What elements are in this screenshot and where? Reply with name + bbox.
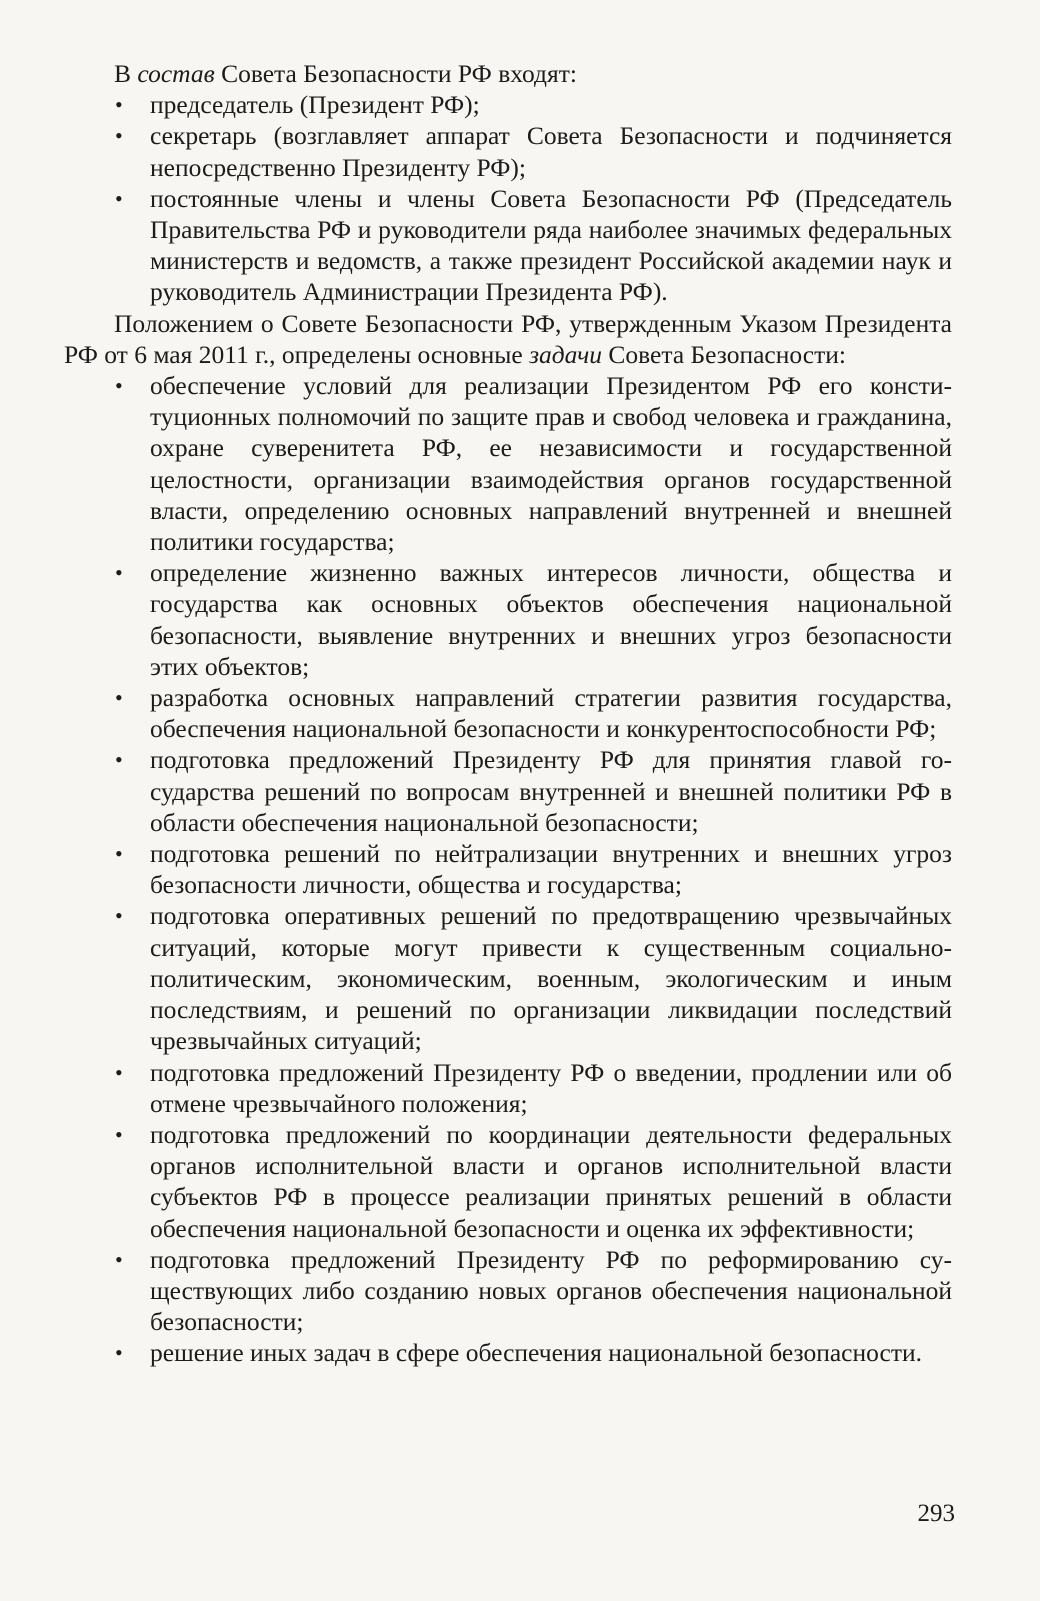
page-number: 293 (917, 1500, 955, 1527)
bullet-icon: • (115, 1121, 123, 1147)
list-item (115, 1057, 952, 1119)
tasks-intro-before: Положением о Совете Безопасности РФ, утвержденным Указом Президента РФ от 6 мая 2011 г., определены основные (64, 308, 952, 369)
list-item (115, 1337, 952, 1368)
list-item (115, 557, 952, 682)
list-item (115, 370, 952, 557)
list-item-text: постоянные члены и члены Совета Безопасности РФ (Председатель Правительства РФ и руководители ряда наиболее значимых федеральных министерств и ведомств, а также президент Российской академии наук и руководитель Администрации Президента РФ). (150, 183, 952, 307)
tasks-intro-after: Совета Безопасности: (602, 339, 846, 369)
tasks-intro (64, 308, 952, 370)
list-item-text: подготовка предложений Президенту РФ для принятия главой государства решений по вопросам внутренней и внешней политики РФ в области обеспечения национальной безопасности; (150, 745, 952, 837)
list-item-text: разработка основных направлений стратегии развития государства, обеспечения национальной безопасности и конкурентоспособности РФ; (150, 683, 952, 744)
bullet-icon: • (115, 903, 123, 929)
composition-intro (64, 58, 952, 89)
list-item-text: подготовка предложений Президенту РФ о введении, продлении или об отмене чрезвычайного положения; (150, 1057, 952, 1118)
composition-intro-emphasis: состав (137, 59, 215, 88)
list-item-text: подготовка предложений Президенту РФ по реформированию существующих либо созданию новых органов обеспечения национальной безопасности; (150, 1244, 952, 1337)
bullet-icon: • (115, 685, 123, 711)
bullet-icon: • (115, 1059, 123, 1085)
composition-list (64, 89, 952, 307)
list-item-text: обеспечение условий для реализации Президентом РФ его конституционных полномочий по защите прав и свобод человека и гражданина, охране суверенитета РФ, ее независимости и государственной целостности, организации взаимодействия органов государственной власти, определению основных направлений внутренней и внешней политики государства; (150, 371, 952, 557)
bullet-icon: • (115, 373, 123, 399)
bullet-icon: • (115, 123, 123, 149)
bullet-icon: • (115, 560, 123, 586)
list-item (115, 1244, 952, 1338)
document-page (64, 58, 952, 1369)
bullet-icon: • (115, 1340, 123, 1366)
bullet-icon: • (115, 185, 123, 211)
tasks-intro-emphasis: задачи (529, 339, 603, 369)
bullet-icon: • (115, 841, 123, 867)
bullet-icon: • (115, 747, 123, 773)
bullet-icon: • (115, 92, 123, 118)
list-item (115, 682, 952, 744)
list-item-text: подготовка предложений по координации деятельности федеральных органов исполнительной власти и органов исполнительной власти субъектов РФ в процессе реализации принятых решений в области обеспечения национальной безопасности и оценка их эффективности; (150, 1119, 952, 1243)
composition-intro-after: Совета Безопасности РФ входят: (214, 59, 577, 88)
list-item (115, 838, 952, 900)
tasks-list (64, 370, 952, 1369)
list-item (115, 183, 952, 308)
list-item (115, 120, 952, 182)
list-item-text: секретарь (возглавляет аппарат Совета Безопасности и подчиняется непосредственно Президенту РФ); (150, 121, 952, 182)
list-item (115, 89, 952, 120)
list-item (115, 900, 952, 1056)
list-item-text: председатель (Президент РФ); (150, 90, 480, 120)
list-item-text: определение жизненно важных интересов личности, общества и государства как основных объектов обеспечения национальной безопасности, выявление внутренних и внешних угроз безопасности этих объектов; (150, 558, 952, 681)
list-item (115, 744, 952, 838)
list-item-text: подготовка оперативных решений по предотвращению чрезвычайных ситуаций, которые могут привести к существенным социально-политическим, экономическим, военным, экологическим и иным последствиям, и решений по организации ликвидации последствий чрезвычайных ситуаций; (150, 901, 952, 1056)
composition-intro-before: В (114, 59, 138, 88)
list-item (115, 1119, 952, 1244)
list-item-text: подготовка решений по нейтрализации внутренних и внешних угроз безопасности личности, общества и государства; (150, 839, 952, 900)
list-item-text: решение иных задач в сфере обеспечения национальной безопасности. (150, 1338, 922, 1368)
bullet-icon: • (115, 1246, 123, 1272)
